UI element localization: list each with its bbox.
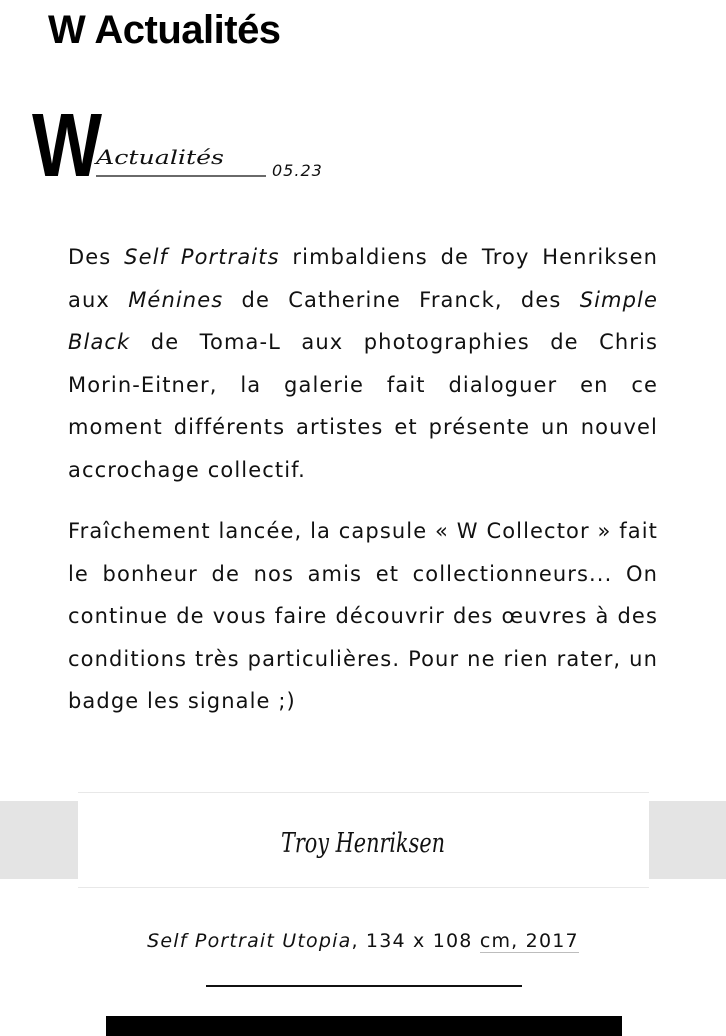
logo-word: Actualités <box>93 145 224 169</box>
page-title: W Actualités <box>48 8 281 52</box>
w-actualites-logo <box>32 96 332 196</box>
logo-date: 05.23 <box>272 161 323 180</box>
paragraph-1-emphasis-simple-black: Simple Black <box>68 287 658 354</box>
caption-divider <box>206 985 522 987</box>
artist-signature-text: Troy Henriksen <box>281 828 445 859</box>
artwork-details-a: , 134 x 108 <box>351 930 480 952</box>
paragraph-1-emphasis-menines: Ménines <box>128 287 224 312</box>
paragraph-1-text-d: de Toma-L aux photographies de Chris Morin-Eitner, la galerie fait dialoguer en ce moment différents artistes et présente un nouvel accrochage collectif. <box>68 330 658 482</box>
article-paragraph-1 <box>68 236 658 491</box>
paragraph-1-text-c: de Catherine Franck, des <box>223 287 580 312</box>
paragraph-1-emphasis-self-portraits: Self Portraits <box>124 245 280 269</box>
article-paragraph-2: Fraîchement lancée, la capsule « W Collector » fait le bonheur de nos amis et collectionneurs... On continue de vous faire découvrir des œuvres à des conditions très particulières. Pour ne rien rater, un badge les signale ;) <box>68 519 658 713</box>
artist-signature <box>275 812 455 872</box>
logo-letter: W <box>32 96 103 196</box>
paragraph-1-text-a: Des <box>68 245 125 269</box>
artwork-caption <box>0 930 726 952</box>
artwork-details-b: cm, 2017 <box>479 930 579 952</box>
artwork-image[interactable] <box>106 1016 622 1036</box>
paragraph-1-text-b: rimbaldiens de Troy Henriksen aux <box>68 245 658 312</box>
article-body <box>68 236 658 742</box>
artwork-title: Self Portrait Utopia <box>147 930 352 952</box>
